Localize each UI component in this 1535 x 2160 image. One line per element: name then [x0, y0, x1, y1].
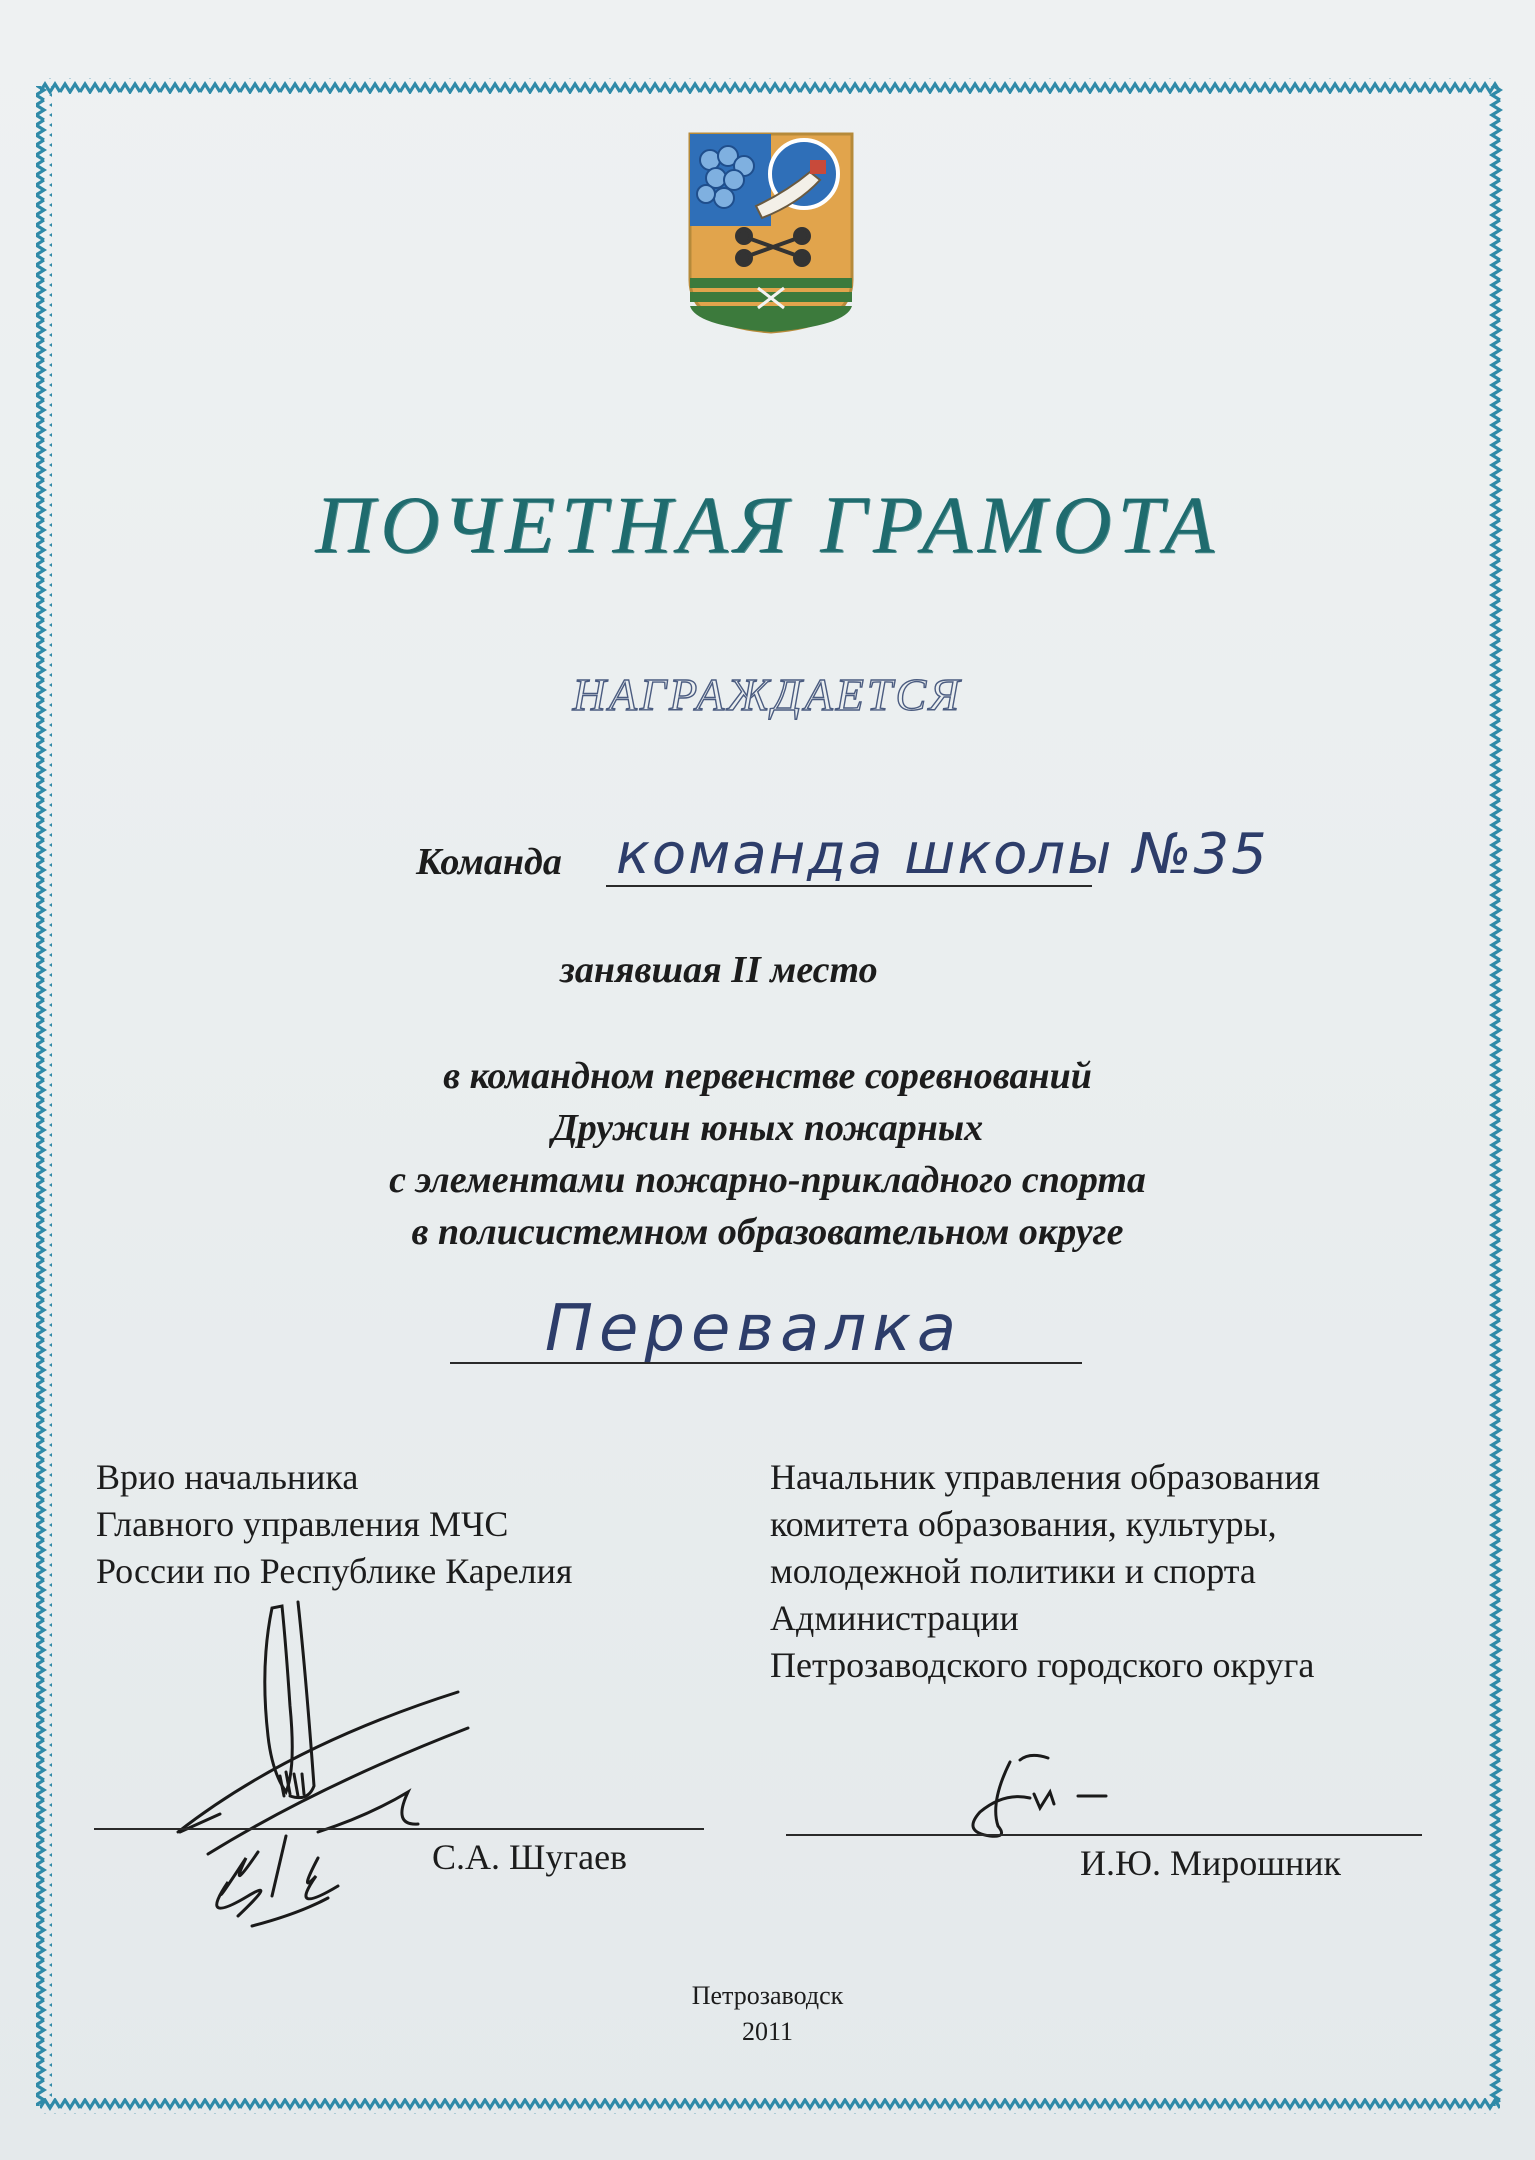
position-line: Врио начальника [96, 1457, 359, 1497]
position-line: Петрозаводского городского округа [770, 1645, 1315, 1685]
coat-of-arms-icon [686, 130, 856, 336]
left-signature-line [94, 1828, 704, 1830]
awarded-heading: НАГРАЖДАЕТСЯ [572, 669, 963, 720]
left-signature-icon [168, 1596, 488, 1932]
district-handwritten: Перевалка [544, 1292, 963, 1366]
left-signatory-position [96, 1454, 572, 1595]
certificate-title: ПОЧЕТНАЯ ГРАМОТА [315, 479, 1220, 570]
left-signatory-name: С.А. Шугаев [432, 1837, 628, 1877]
competition-line: в полисистемном образовательном округе [411, 1211, 1124, 1253]
team-label: Команда [416, 841, 562, 883]
place-text: занявшая II место [560, 949, 878, 991]
team-name-handwritten: команда школы №35 [616, 822, 1269, 887]
competition-description [0, 1050, 1535, 1258]
footer-city: Петрозаводск [691, 1981, 844, 2010]
position-line: Начальник управления образования [770, 1457, 1321, 1497]
position-line: Администрации [770, 1598, 1019, 1638]
district-underline [450, 1362, 1082, 1364]
position-line: молодежной политики и спорта [770, 1551, 1256, 1591]
position-line: комитета образования, культуры, [770, 1504, 1277, 1544]
right-signatory-name: И.Ю. Мирошник [1080, 1843, 1342, 1883]
footer [0, 1978, 1535, 2050]
right-signature-line [786, 1834, 1422, 1836]
right-signatory-position [770, 1454, 1320, 1689]
competition-line: с элементами пожарно-прикладного спорта [389, 1159, 1146, 1201]
competition-line: в командном первенстве соревнований [443, 1055, 1092, 1097]
competition-line: Дружин юных пожарных [551, 1107, 984, 1149]
footer-year: 2011 [741, 2017, 794, 2046]
position-line: России по Республике Карелия [96, 1551, 573, 1591]
position-line: Главного управления МЧС [96, 1504, 509, 1544]
right-signature-icon [950, 1752, 1120, 1844]
